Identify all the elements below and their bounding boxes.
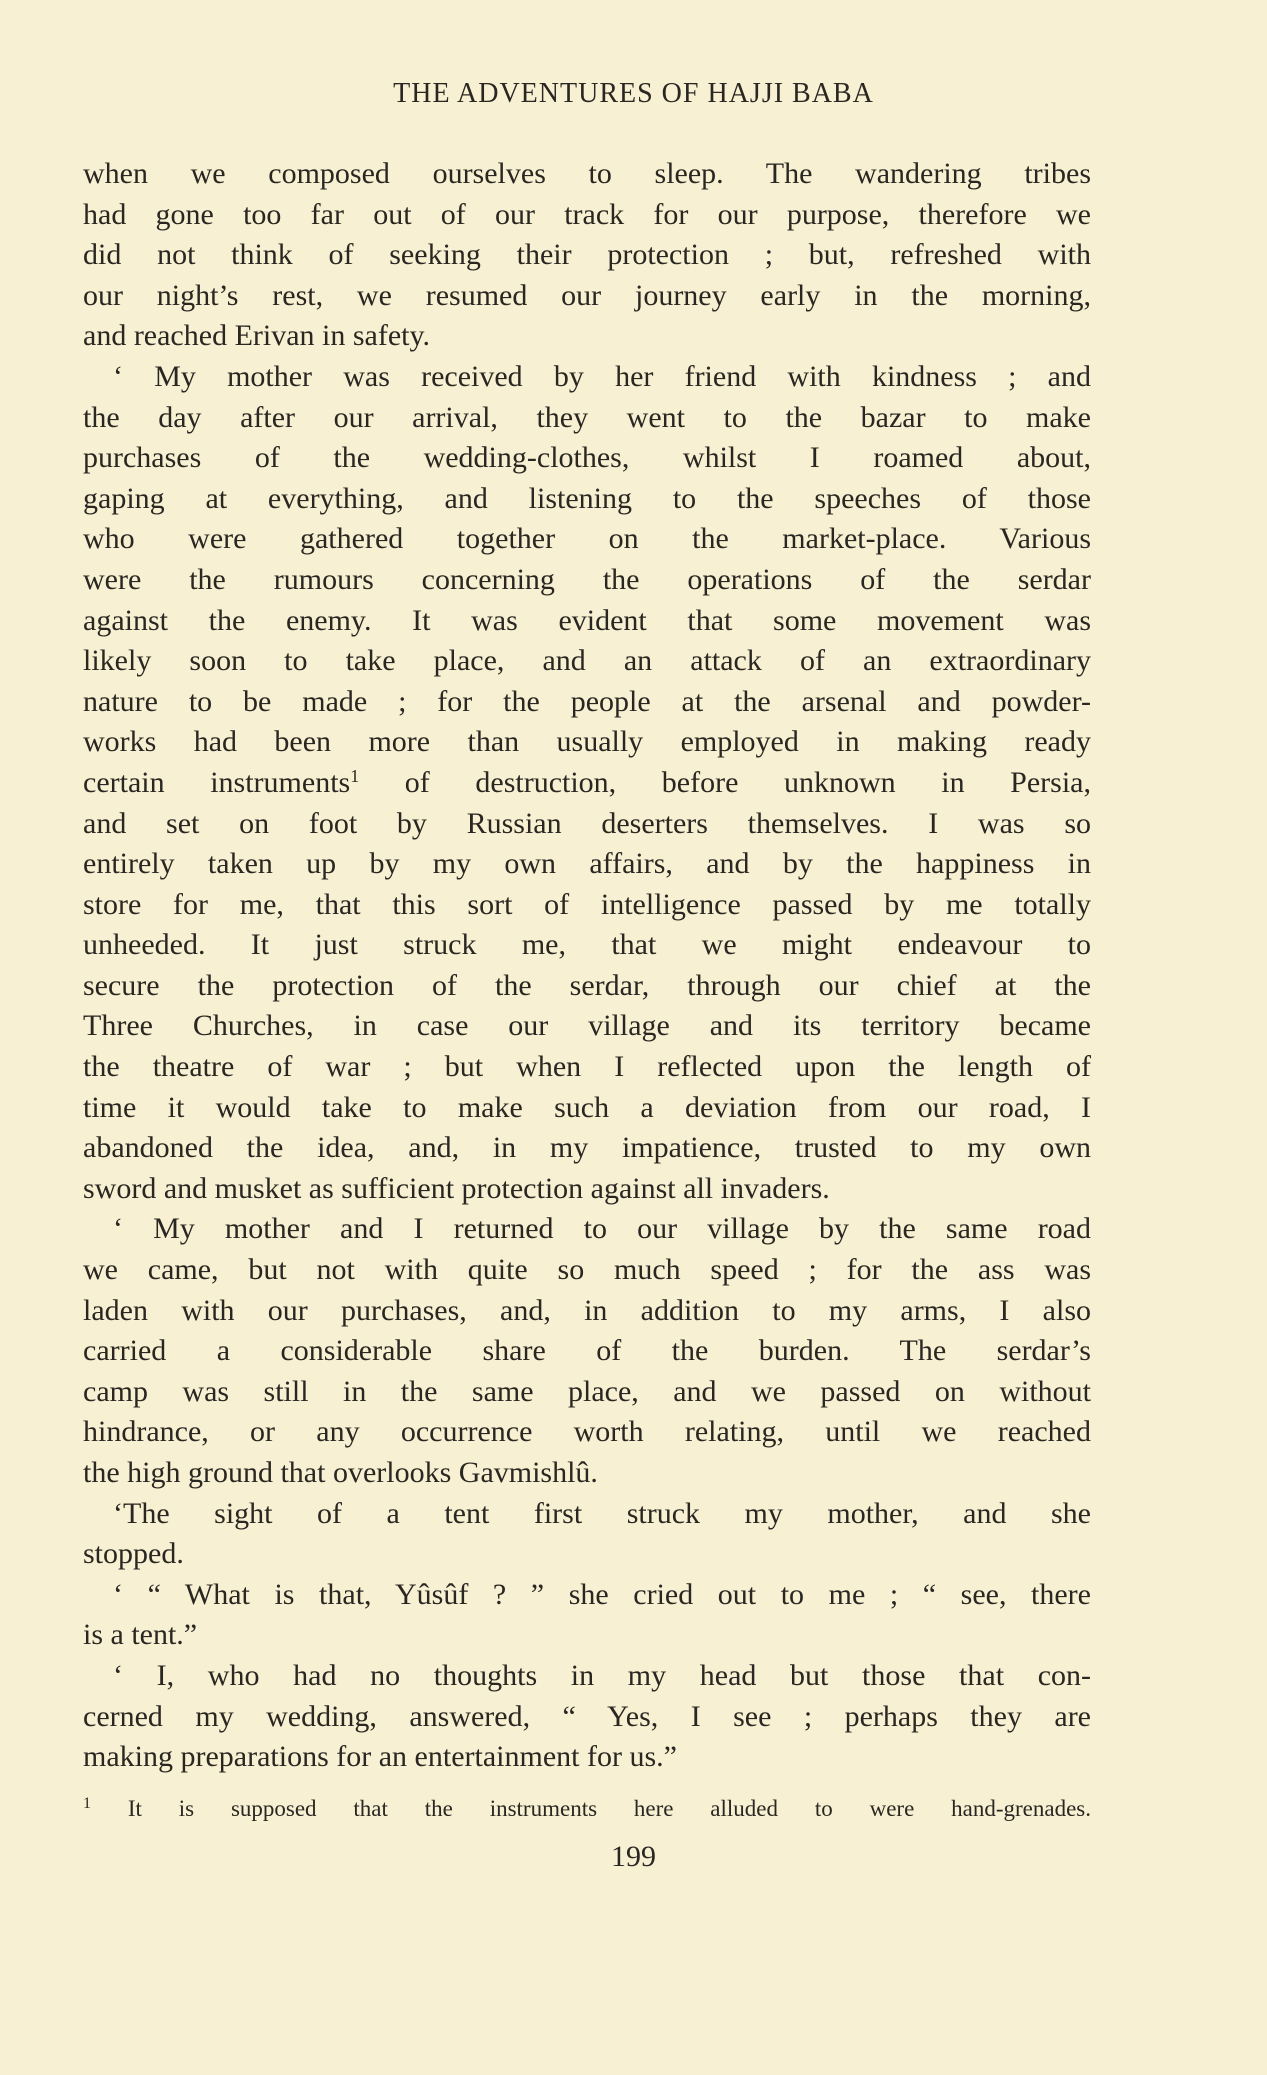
footnote-reference[interactable]: 1: [350, 765, 360, 786]
text-line: when we composed ourselves to sleep. The wandering tribes: [83, 157, 1091, 190]
text-line: ‘ “ What is that, Yûsûf ? ” she cried out to me ; “ see, there: [113, 1577, 1091, 1611]
text-line: laden with our purchases, and, in addition to my arms, I also: [83, 1293, 1091, 1327]
line-text: of destruction, before unknown in Persia,: [359, 765, 1091, 799]
text-line: our night’s rest, we resumed our journey early in the morning,: [83, 278, 1091, 312]
text-line: who were gathered together on the market-place. Various: [83, 522, 1091, 556]
text-line: we came, but not with quite so much speed ; for the ass was: [83, 1253, 1091, 1287]
text-line: were the rumours concerning the operations of the serdar: [83, 562, 1091, 596]
text-line: entirely taken up by my own affairs, and by the happiness in: [83, 847, 1091, 881]
page-number: 199: [611, 1840, 656, 1873]
text-line: sword and musket as sufficient protection against all invaders.: [83, 1171, 830, 1205]
line-text: certain instruments: [83, 765, 351, 799]
text-line: the theatre of war ; but when I reflected upon the length of: [83, 1050, 1091, 1084]
text-line: ‘The sight of a tent first struck my mother, and she: [113, 1496, 1091, 1530]
footnote: [83, 1796, 1091, 1822]
text-line: camp was still in the same place, and we passed on without: [83, 1374, 1091, 1408]
text-line: the day after our arrival, they went to the bazar to make: [83, 400, 1091, 434]
text-line: gaping at everything, and listening to the speeches of those: [83, 481, 1091, 515]
text-line: purchases of the wedding-clothes, whilst I roamed about,: [83, 441, 1091, 475]
text-line: stopped.: [83, 1537, 184, 1571]
text-line: ‘ My mother and I returned to our village by the same road: [113, 1212, 1091, 1246]
text-line: is a tent.”: [83, 1618, 198, 1652]
text-line: abandoned the idea, and, in my impatience, trusted to my own: [83, 1131, 1091, 1165]
text-line: works had been more than usually employed in making ready: [83, 725, 1091, 759]
text-line: secure the protection of the serdar, through our chief at the: [83, 968, 1091, 1002]
paragraph: [83, 154, 1091, 357]
footnote-marker: 1: [83, 1795, 91, 1812]
text-line: unheeded. It just struck me, that we might endeavour to: [83, 928, 1091, 962]
text-line: nature to be made ; for the people at the arsenal and powder-: [83, 684, 1091, 718]
text-line: ‘ I, who had no thoughts in my head but those that con-: [113, 1658, 1091, 1692]
text-line: the high ground that overlooks Gavmishlû.: [83, 1456, 598, 1489]
text-line: ‘ My mother was received by her friend with kindness ; and: [113, 359, 1091, 393]
text-line: against the enemy. It was evident that some movement was: [83, 603, 1091, 637]
text-line: did not think of seeking their protection ; but, refreshed with: [83, 238, 1091, 272]
paragraph: [83, 1494, 1091, 1575]
paragraph: [83, 357, 1091, 1209]
text-line: time it would take to make such a deviation from our road, I: [83, 1090, 1091, 1124]
text-line: [83, 763, 1091, 804]
paragraph: [83, 1575, 1091, 1656]
text-line: carried a considerable share of the burden. The serdar’s: [83, 1334, 1091, 1368]
text-line: cerned my wedding, answered, “ Yes, I see ; perhaps they are: [83, 1699, 1091, 1733]
text-line: making preparations for an entertainment for us.”: [83, 1740, 677, 1774]
footnote-text: It is supposed that the instruments here alluded to were hand-grenades.: [91, 1796, 1091, 1821]
text-line: Three Churches, in case our village and its territory became: [83, 1009, 1091, 1043]
running-header: THE ADVENTURES OF HAJJI BABA: [393, 78, 874, 109]
text-line: had gone too far out of our track for our purpose, therefore we: [83, 197, 1091, 231]
text-line: store for me, that this sort of intelligence passed by me totally: [83, 887, 1091, 921]
text-line: and set on foot by Russian deserters themselves. I was so: [83, 806, 1091, 840]
text-line: likely soon to take place, and an attack of an extraordinary: [83, 644, 1091, 678]
paragraph: [83, 1656, 1091, 1778]
text-line: hindrance, or any occurrence worth relating, until we reached: [83, 1415, 1091, 1449]
text-line: and reached Erivan in safety.: [83, 319, 431, 353]
paragraph: [83, 1209, 1091, 1493]
body-text: [83, 154, 1091, 1778]
